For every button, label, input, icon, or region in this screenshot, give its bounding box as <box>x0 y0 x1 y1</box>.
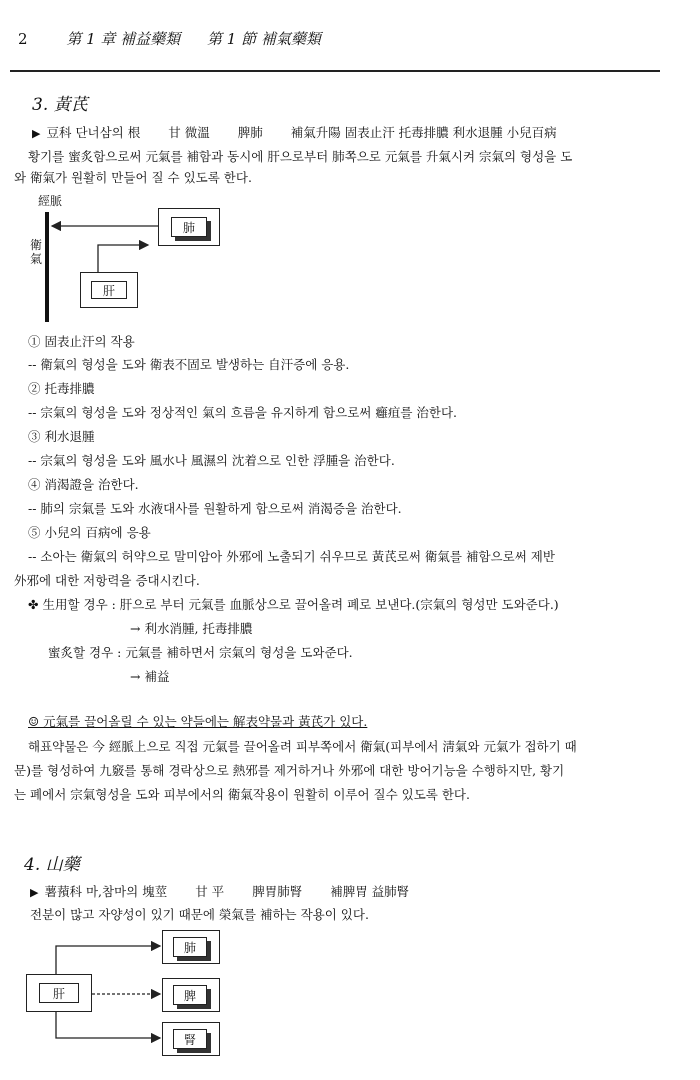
use-5-continuation: 外邪에 대한 저항력을 증대시킨다. <box>14 573 200 588</box>
use-4-head: ④ 消渴證을 治한다. <box>28 477 139 492</box>
diagram2-kidney-box <box>162 1022 220 1056</box>
use-2-head: ② 托毒排膿 <box>28 381 95 396</box>
note-line-4: 는 폐에서 宗氣형성을 도와 피부에서의 衛氣작용이 원활히 이루어 질수 있도록 한다. <box>14 787 470 802</box>
herb3-title: 3. 黃芪 <box>32 95 88 115</box>
kidney-label: 腎 <box>173 1029 207 1049</box>
page-number: 2 <box>18 30 28 48</box>
raw-use-line: ✤ 生用할 경우 : 肝으로 부터 元氣를 血脈상으로 끌어올려 폐로 보낸다.(宗氣의 형성만 도와준다.) <box>28 597 559 612</box>
use-3-body: -- 宗氣의 형성을 도와 風水나 風濕의 沈着으로 인한 浮腫을 治한다. <box>28 453 395 468</box>
diagram2-liver-box <box>26 974 92 1012</box>
spleen-label: 脾 <box>173 985 207 1005</box>
honey-use-result: → 補益 <box>130 669 170 684</box>
diagram2-spleen-box <box>162 978 220 1012</box>
note-line-2: 해표약물은 今 經脈上으로 직접 元氣를 끌어올려 피부쪽에서 衛氣(피부에서 淸氣와 元氣가 접하기 때 <box>28 739 577 754</box>
liver-label: 肝 <box>39 983 79 1003</box>
lung-label: 肺 <box>173 937 207 957</box>
diagram-meridian-label: 經脈 <box>38 194 63 208</box>
use-3-head: ③ 利水退腫 <box>28 429 95 444</box>
use-5-body: -- 소아는 衛氣의 허약으로 말미암아 外邪에 노출되기 쉬우므로 黃芪로써 衛氣를 補함으로써 제반 <box>28 549 555 564</box>
lung-label: 肺 <box>171 217 207 237</box>
raw-use-result: → 利水消腫, 托毒排膿 <box>130 621 253 636</box>
herb3-desc-1: 황기를 蜜炙함으로써 元氣를 補함과 동시에 肝으로부터 肺쪽으로 元氣를 升氣시켜 宗氣의 형성을 도 <box>28 149 573 164</box>
use-2-body: -- 宗氣의 형성을 도와 정상적인 氣의 흐름을 유지하게 함으로써 癰疽를 治한다. <box>28 405 458 420</box>
use-1-body: -- 衛氣의 형성을 도와 衛表不固로 발생하는 自汗증에 응용. <box>28 357 350 372</box>
liver-label: 肝 <box>91 281 127 299</box>
herb3-props: ▶ 豆科 단너삼의 根 甘 微溫 脾肺 補氣升陽 固表止汗 托毒排膿 利水退腫 小兒百病 <box>32 125 557 140</box>
herb4-title: 4. 山藥 <box>24 855 80 875</box>
note-line-1: ☺ 元氣를 끌어올릴 수 있는 약들에는 解表약물과 黃芪가 있다. <box>28 714 368 729</box>
chapter-title: 第 1 章 補益藥類 <box>66 30 181 48</box>
use-4-body: -- 肺의 宗氣를 도와 水液대사를 원활하게 함으로써 消渴증을 治한다. <box>28 501 402 516</box>
diagram2-lung-box <box>162 930 220 964</box>
section-title: 第 1 節 補氣藥類 <box>206 30 321 48</box>
triangle-bullet-icon: ▶ <box>30 886 39 899</box>
triangle-bullet-icon: ▶ <box>32 127 41 140</box>
note-line-3: 문)를 형성하여 九竅를 통해 경락상으로 熱邪를 제거하거나 外邪에 대한 방어기능을 수행하지만, 황기 <box>14 763 565 778</box>
use-5-head: ⑤ 小兒의 百病에 응용 <box>28 525 151 540</box>
honey-use-line: 蜜炙할 경우 : 元氣를 補하면서 宗氣의 형성을 도와준다. <box>48 645 353 660</box>
herb4-props: ▶ 薯蕷科 마,참마의 塊莖 甘 平 脾胃肺腎 補脾胃 益肺腎 <box>30 884 410 899</box>
herb3-desc-2: 와 衛氣가 원활히 만들어 질 수 있도록 한다. <box>14 170 252 185</box>
herb4-desc: 전분이 많고 자양성이 있기 때문에 榮氣를 補하는 작용이 있다. <box>30 907 369 922</box>
diagram-defensive-qi-label: 衛氣 <box>30 238 43 266</box>
use-1-head: ① 固表止汗의 작용 <box>28 334 135 349</box>
